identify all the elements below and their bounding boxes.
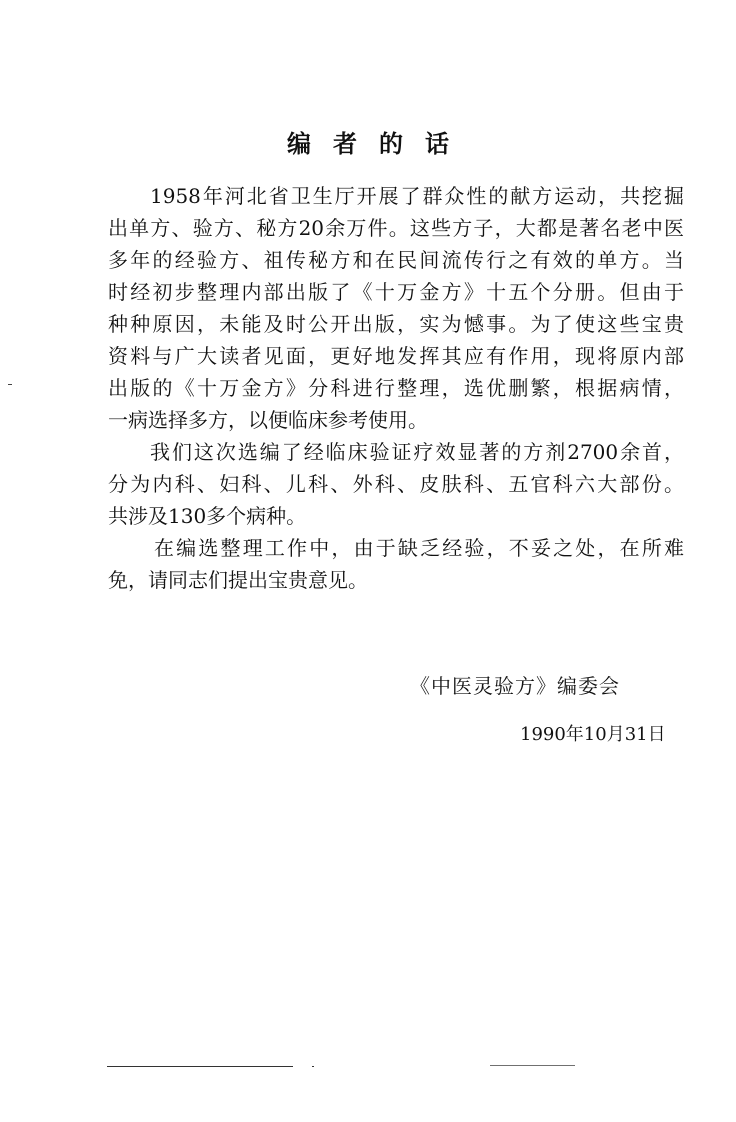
paragraph-2-line: 我们这次选编了经临床验证疗效显著的方剂2700余首， [150,440,684,464]
body-text [108,180,684,596]
paragraph-1-line: 种种原因，未能及时公开出版，实为憾事。为了使这些宝贵 [108,312,684,336]
paragraph-3-line: 在编选整理工作中，由于缺乏经验，不妥之处，在所难 [154,536,684,560]
page-title: 编者的话 [287,129,471,158]
paragraph-1-line: 1958年河北省卫生厅开展了群众性的献方运动，共挖掘 [150,184,684,208]
paragraph-1-line: 出单方、验方、秘方20余万件。这些方子，大都是著名老中医 [108,216,684,240]
paragraph-1-line: 一病选择多方，以便临床参考使用。 [108,408,428,432]
paragraph-1-line: 时经初步整理内部出版了《十万金方》十五个分册。但由于 [108,280,684,304]
scan-line [107,1066,293,1067]
paragraph-1-line: 资料与广大读者见面，更好地发挥其应有作用，现将原内部 [108,344,684,368]
scan-line [490,1065,575,1066]
paragraph-3-line: 免，请同志们提出宝贵意见。 [108,568,368,592]
paragraph-2-line: 分为内科、妇科、儿科、外科、皮肤科、五官科六大部份。 [108,472,684,496]
date: 1990年10月31日 [520,724,666,745]
paragraph-2-line: 共涉及130多个病种。 [108,504,307,528]
scan-mark [8,384,12,385]
scan-mark [312,1066,314,1067]
paragraph-1-line: 出版的《十万金方》分科进行整理，选优删繁，根据病情， [108,376,684,400]
signature: 《中医灵验方》编委会 [410,674,620,698]
paragraph-1-line: 多年的经验方、祖传秘方和在民间流传行之有效的单方。当 [108,248,684,272]
